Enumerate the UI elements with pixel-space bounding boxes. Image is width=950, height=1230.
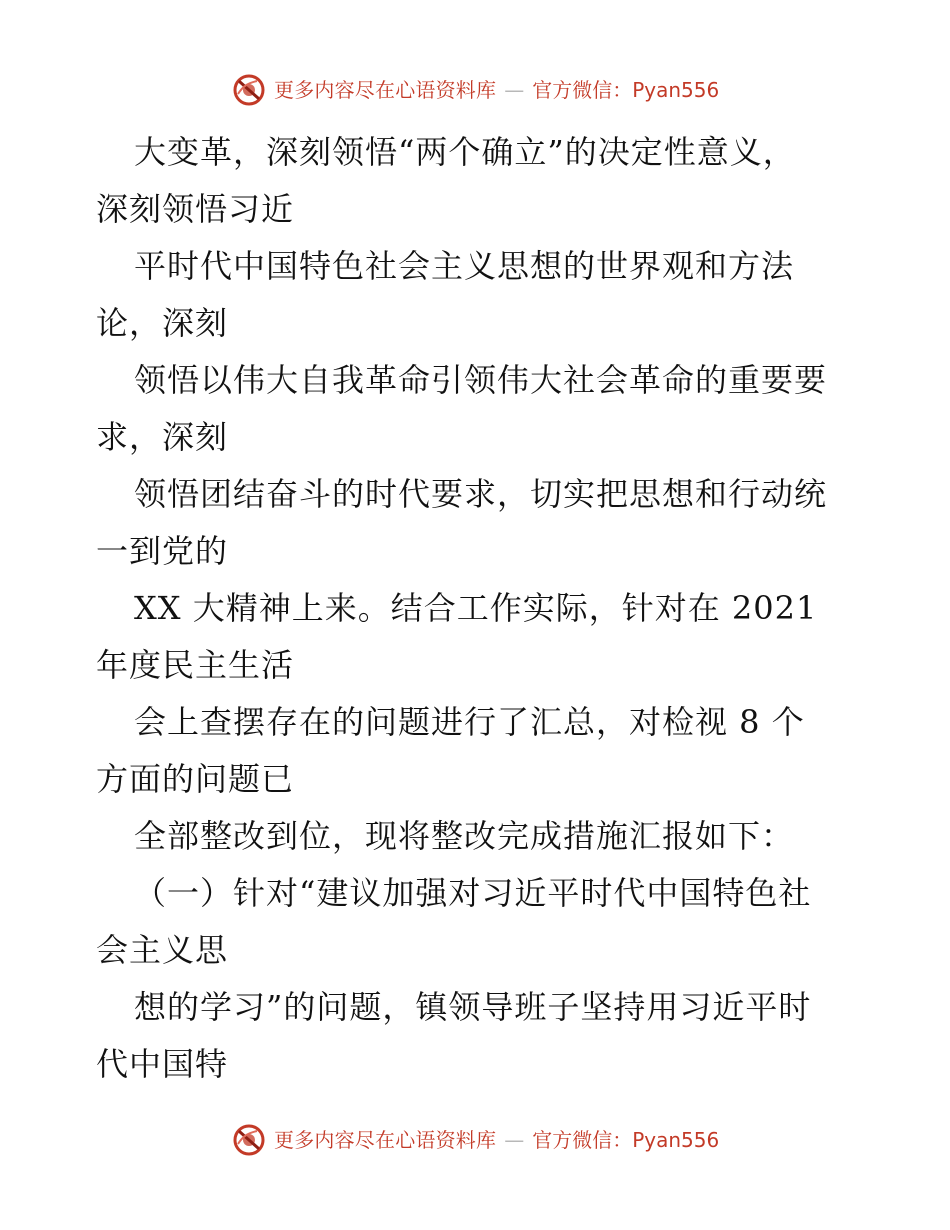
banner-main-text: 更多内容尽在心语资料库 xyxy=(274,1128,497,1152)
footer-watermark-banner xyxy=(232,1120,752,1160)
body-line: 想的学习”的问题，镇领导班子坚持用习近平时 xyxy=(134,988,812,1026)
body-line: 方面的问题已 xyxy=(96,760,295,798)
body-line: 会主义思 xyxy=(96,931,229,969)
body-line: 求，深刻 xyxy=(96,418,229,456)
brand-logo-icon xyxy=(232,73,266,107)
body-line: 领悟团结奋斗的时代要求，切实把思想和行动统 xyxy=(134,475,828,513)
body-line: （一）针对“建议加强对习近平时代中国特色社 xyxy=(134,874,812,912)
brand-logo-icon xyxy=(232,1123,266,1157)
banner-contact-text: 官方微信：Pyan556 xyxy=(532,1128,720,1152)
banner-main-text: 更多内容尽在心语资料库 xyxy=(274,78,497,102)
body-line: 会上查摆存在的问题进行了汇总，对检视 8 个 xyxy=(134,703,805,741)
body-line: 大变革，深刻领悟“两个确立”的决定性意义， xyxy=(134,133,796,171)
header-watermark-banner xyxy=(232,70,752,110)
body-line: 年度民主生活 xyxy=(96,646,295,684)
body-line: 领悟以伟大自我革命引领伟大社会革命的重要要 xyxy=(134,361,828,399)
body-line: XX 大精神上来。结合工作实际，针对在 2021 xyxy=(134,589,818,627)
banner-separator: — xyxy=(504,78,525,102)
body-line: 深刻领悟习近 xyxy=(96,190,295,228)
body-line: 平时代中国特色社会主义思想的世界观和方法 xyxy=(134,247,795,285)
body-line: 全部整改到位，现将整改完成措施汇报如下： xyxy=(134,817,795,855)
body-line: 论，深刻 xyxy=(96,304,229,342)
body-line: 一到党的 xyxy=(96,532,229,570)
body-line: 代中国特 xyxy=(96,1045,229,1083)
document-body xyxy=(96,124,876,1093)
banner-separator: — xyxy=(504,1128,525,1152)
banner-contact-text: 官方微信：Pyan556 xyxy=(532,78,720,102)
